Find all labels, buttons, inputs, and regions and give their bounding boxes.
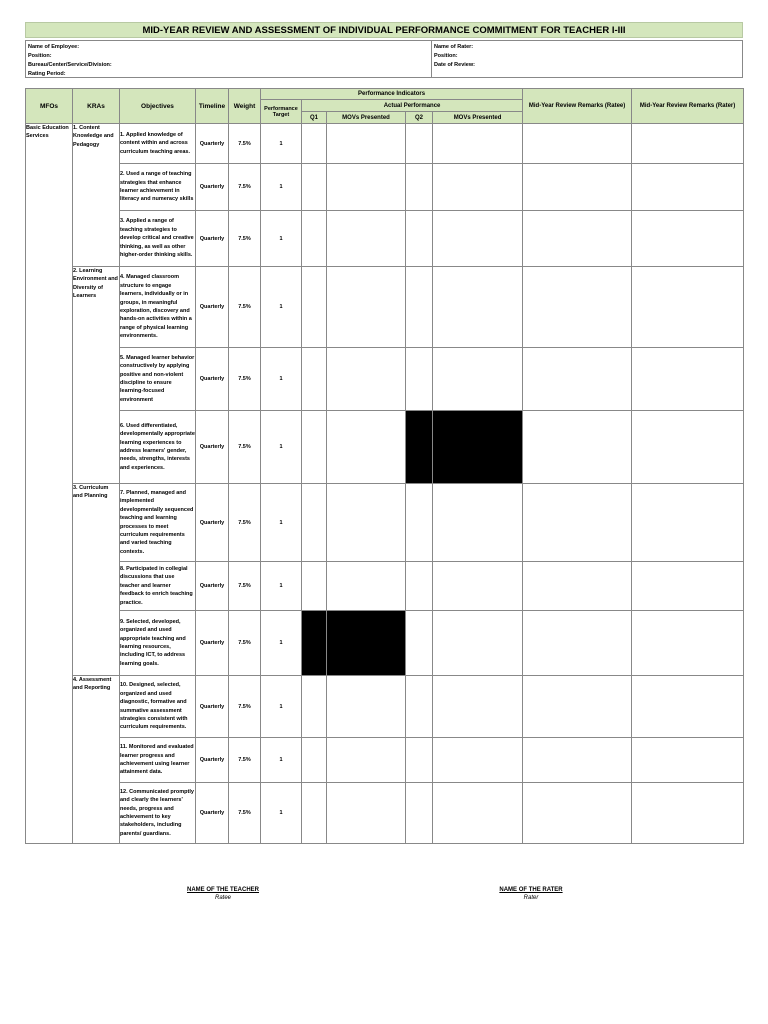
header-objectives: Objectives [120, 89, 196, 124]
target-cell: 1 [261, 562, 302, 611]
movs1-cell [327, 738, 406, 783]
target-cell: 1 [261, 211, 302, 267]
weight-cell: 7.5% [229, 738, 261, 783]
objective-cell: 3. Applied a range of teaching strategies to develop critical and creative thinking, as well as other higher-order thinking skills. [120, 211, 196, 267]
weight-cell: 7.5% [229, 783, 261, 844]
kra-cell: 2. Learning Environment and Diversity of Learners [73, 267, 120, 484]
q2-cell [406, 348, 433, 411]
header-q2: Q2 [406, 112, 433, 124]
teacher-name-line: NAME OF THE TEACHER [187, 887, 259, 893]
target-cell: 1 [261, 124, 302, 164]
weight-cell: 7.5% [229, 676, 261, 738]
movs1-cell [327, 411, 406, 484]
table-row [26, 348, 744, 411]
target-cell: 1 [261, 348, 302, 411]
name-of-employee-label: Name of Employee: [28, 44, 80, 50]
objective-cell: 9. Selected, developed, organized and used appropriate teaching and learning resources, including ICT, to address learning goals. [120, 611, 196, 676]
remarks-ratee-cell [523, 783, 632, 844]
header-movs-presented-2: MOVs Presented [433, 112, 523, 124]
remarks-rater-cell [632, 267, 744, 348]
timeline-cell: Quarterly [196, 611, 229, 676]
remarks-rater-cell [632, 738, 744, 783]
header-q1: Q1 [302, 112, 327, 124]
timeline-cell: Quarterly [196, 738, 229, 783]
remarks-ratee-cell [523, 562, 632, 611]
q1-cell [302, 783, 327, 844]
movs1-cell [327, 676, 406, 738]
table-row [26, 562, 744, 611]
kra-cell: 1. Content Knowledge and Pedagogy [73, 124, 120, 267]
movs2-cell [433, 348, 523, 411]
remarks-ratee-cell [523, 267, 632, 348]
q2-cell-shaded [406, 411, 433, 484]
movs2-cell-shaded [433, 411, 523, 484]
target-cell: 1 [261, 676, 302, 738]
movs2-cell [433, 267, 523, 348]
rater-position-label: Position: [434, 53, 458, 59]
q2-cell [406, 562, 433, 611]
header-remarks-rater: Mid-Year Review Remarks (Rater) [632, 89, 744, 124]
remarks-ratee-cell [523, 211, 632, 267]
form-title: MID-YEAR REVIEW AND ASSESSMENT OF INDIVIDUAL PERFORMANCE COMMITMENT FOR TEACHER I-III [25, 22, 743, 38]
objective-cell: 4. Managed classroom structure to engage learners, individually or in groups, in meaningful exploration, discovery and hands-on activities within a range of physical learning environments. [120, 267, 196, 348]
remarks-ratee-cell [523, 124, 632, 164]
q2-cell [406, 484, 433, 562]
movs1-cell [327, 164, 406, 211]
header-performance-target: Performance Target [261, 100, 302, 124]
q2-cell [406, 611, 433, 676]
q2-cell [406, 211, 433, 267]
timeline-cell: Quarterly [196, 267, 229, 348]
rater-signature-block [471, 887, 591, 901]
movs2-cell [433, 211, 523, 267]
target-cell: 1 [261, 738, 302, 783]
weight-cell: 7.5% [229, 164, 261, 211]
weight-cell: 7.5% [229, 484, 261, 562]
timeline-cell: Quarterly [196, 676, 229, 738]
header-remarks-ratee: Mid-Year Review Remarks (Ratee) [523, 89, 632, 124]
remarks-ratee-cell [523, 164, 632, 211]
remarks-ratee-cell [523, 738, 632, 783]
target-cell: 1 [261, 484, 302, 562]
q1-cell-shaded [302, 611, 327, 676]
table-row [26, 611, 744, 676]
remarks-rater-cell [632, 783, 744, 844]
table-row [26, 484, 744, 562]
table-row [26, 738, 744, 783]
objective-cell: 11. Monitored and evaluated learner progress and achievement using learner attainment data. [120, 738, 196, 783]
header-weight: Weight [229, 89, 261, 124]
objective-cell: 10. Designed, selected, organized and used diagnostic, formative and summative assessment strategies consistent with curriculum requirements. [120, 676, 196, 738]
header-kras: KRAs [73, 89, 120, 124]
remarks-ratee-cell [523, 348, 632, 411]
mfo-cell: Basic Education Services [26, 124, 73, 844]
movs1-cell [327, 211, 406, 267]
remarks-rater-cell [632, 676, 744, 738]
objective-cell: 1. Applied knowledge of content within and across curriculum teaching areas. [120, 124, 196, 164]
bureau-label: Bureau/Center/Service/Division: [28, 62, 112, 68]
q1-cell [302, 738, 327, 783]
timeline-cell: Quarterly [196, 562, 229, 611]
name-of-rater-label: Name of Rater: [434, 44, 474, 50]
movs1-cell [327, 783, 406, 844]
timeline-cell: Quarterly [196, 211, 229, 267]
header-timeline: Timeline [196, 89, 229, 124]
target-cell: 1 [261, 411, 302, 484]
target-cell: 1 [261, 267, 302, 348]
kra-cell: 4. Assessment and Reporting [73, 676, 120, 844]
timeline-cell: Quarterly [196, 411, 229, 484]
table-row [26, 267, 744, 348]
weight-cell: 7.5% [229, 211, 261, 267]
remarks-rater-cell [632, 611, 744, 676]
q1-cell [302, 562, 327, 611]
employee-info-box [25, 40, 743, 78]
timeline-cell: Quarterly [196, 164, 229, 211]
q1-cell [302, 348, 327, 411]
remarks-rater-cell [632, 484, 744, 562]
movs2-cell [433, 124, 523, 164]
q1-cell [302, 164, 327, 211]
objective-cell: 6. Used differentiated, developmentally appropriate learning experiences to address learners' gender, needs, strengths, interests and experiences. [120, 411, 196, 484]
header-mfos: MFOs [26, 89, 73, 124]
target-cell: 1 [261, 164, 302, 211]
rating-period-label: Rating Period: [28, 71, 66, 77]
target-cell: 1 [261, 783, 302, 844]
q1-cell [302, 484, 327, 562]
movs2-cell [433, 611, 523, 676]
remarks-ratee-cell [523, 411, 632, 484]
kra-cell: 3. Curriculum and Planning [73, 484, 120, 676]
timeline-cell: Quarterly [196, 124, 229, 164]
q2-cell [406, 738, 433, 783]
movs1-cell [327, 348, 406, 411]
objective-cell: 2. Used a range of teaching strategies that enhance learner achievement in literacy and numeracy skills [120, 164, 196, 211]
position-label: Position: [28, 53, 52, 59]
rater-name-line: NAME OF THE RATER [499, 887, 563, 893]
employee-info-left [28, 43, 112, 79]
table-row [26, 411, 744, 484]
movs2-cell [433, 783, 523, 844]
remarks-rater-cell [632, 211, 744, 267]
q2-cell [406, 164, 433, 211]
header-movs-presented-1: MOVs Presented [327, 112, 406, 124]
q1-cell [302, 267, 327, 348]
objective-cell: 5. Managed learner behavior constructively by applying positive and non-violent discipline to ensure learning-focused environment [120, 348, 196, 411]
movs1-cell [327, 484, 406, 562]
remarks-rater-cell [632, 164, 744, 211]
performance-table [25, 88, 744, 844]
table-row [26, 164, 744, 211]
remarks-rater-cell [632, 411, 744, 484]
movs2-cell [433, 484, 523, 562]
movs1-cell [327, 267, 406, 348]
movs2-cell [433, 164, 523, 211]
table-row [26, 783, 744, 844]
weight-cell: 7.5% [229, 562, 261, 611]
movs2-cell [433, 738, 523, 783]
remarks-ratee-cell [523, 611, 632, 676]
objective-cell: 12. Communicated promptly and clearly the learners' needs, progress and achievement to key stakeholders, including parents/ guardians. [120, 783, 196, 844]
q1-cell [302, 124, 327, 164]
objective-cell: 7. Planned, managed and implemented developmentally sequenced teaching and learning processes to meet curriculum requirements and varied teaching contexts. [120, 484, 196, 562]
q2-cell [406, 267, 433, 348]
movs1-cell-shaded [327, 611, 406, 676]
remarks-ratee-cell [523, 676, 632, 738]
q2-cell [406, 124, 433, 164]
timeline-cell: Quarterly [196, 348, 229, 411]
remarks-rater-cell [632, 124, 744, 164]
info-divider [431, 41, 432, 77]
header-performance-indicators: Performance Indicators [261, 89, 523, 100]
date-of-review-label: Date of Review: [434, 62, 475, 68]
weight-cell: 7.5% [229, 611, 261, 676]
rater-role-label: Rater [523, 895, 539, 901]
movs1-cell [327, 562, 406, 611]
table-row [26, 124, 744, 164]
teacher-role-label: Ratee [214, 895, 231, 901]
objective-cell: 8. Participated in collegial discussions that use teacher and learner feedback to enrich teaching practice. [120, 562, 196, 611]
timeline-cell: Quarterly [196, 484, 229, 562]
target-cell: 1 [261, 611, 302, 676]
teacher-signature-block [163, 887, 283, 901]
remarks-ratee-cell [523, 484, 632, 562]
table-row [26, 211, 744, 267]
weight-cell: 7.5% [229, 124, 261, 164]
q1-cell [302, 411, 327, 484]
remarks-rater-cell [632, 348, 744, 411]
movs2-cell [433, 562, 523, 611]
weight-cell: 7.5% [229, 348, 261, 411]
q2-cell [406, 783, 433, 844]
q2-cell [406, 676, 433, 738]
weight-cell: 7.5% [229, 411, 261, 484]
header-actual-performance: Actual Performance [302, 100, 523, 112]
rater-info-right [434, 43, 475, 70]
movs2-cell [433, 676, 523, 738]
weight-cell: 7.5% [229, 267, 261, 348]
q1-cell [302, 676, 327, 738]
remarks-rater-cell [632, 562, 744, 611]
movs1-cell [327, 124, 406, 164]
table-row [26, 676, 744, 738]
q1-cell [302, 211, 327, 267]
timeline-cell: Quarterly [196, 783, 229, 844]
